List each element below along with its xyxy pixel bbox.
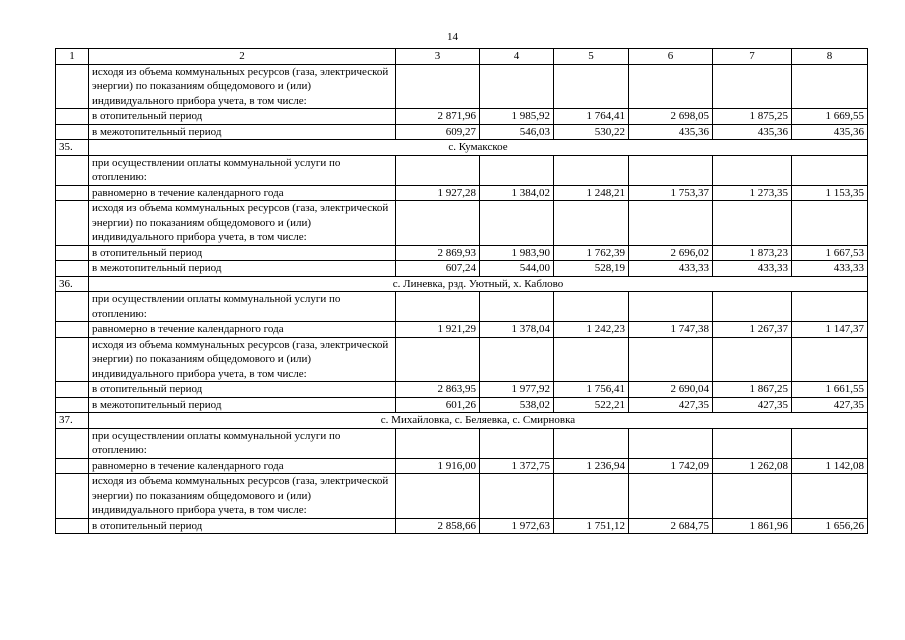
value-cell-empty	[713, 155, 792, 185]
table-row	[56, 322, 868, 338]
value-cell: 2 696,02	[629, 245, 713, 261]
row-index-empty	[56, 382, 89, 398]
value-cell-empty	[554, 337, 629, 382]
value-cell-empty	[396, 155, 480, 185]
column-number: 3	[396, 49, 480, 65]
label-row	[56, 337, 868, 382]
value-cell-empty	[713, 292, 792, 322]
value-cell: 1 267,37	[713, 322, 792, 338]
value-cell-empty	[713, 474, 792, 519]
value-cell-empty	[792, 474, 868, 519]
value-cell: 1 977,92	[480, 382, 554, 398]
value-cell-empty	[480, 155, 554, 185]
value-cell: 2 698,05	[629, 109, 713, 125]
value-cell-empty	[554, 201, 629, 246]
label-row	[56, 155, 868, 185]
value-cell: 2 684,75	[629, 518, 713, 534]
value-cell: 2 869,93	[396, 245, 480, 261]
row-label: в отопительный период	[89, 245, 396, 261]
value-cell: 601,26	[396, 397, 480, 413]
value-cell: 1 927,28	[396, 185, 480, 201]
value-cell: 1 764,41	[554, 109, 629, 125]
value-cell-empty	[480, 201, 554, 246]
row-index-empty	[56, 109, 89, 125]
value-cell: 1 248,21	[554, 185, 629, 201]
value-cell: 1 751,12	[554, 518, 629, 534]
value-cell-empty	[396, 428, 480, 458]
value-cell: 427,35	[792, 397, 868, 413]
value-cell-empty	[629, 474, 713, 519]
row-index-empty	[56, 322, 89, 338]
table-row	[56, 109, 868, 125]
value-cell: 427,35	[629, 397, 713, 413]
value-cell-empty	[554, 64, 629, 109]
value-cell-empty	[480, 64, 554, 109]
value-cell-empty	[713, 428, 792, 458]
value-cell-empty	[792, 337, 868, 382]
value-cell: 1 142,08	[792, 458, 868, 474]
table-row	[56, 261, 868, 277]
value-cell: 1 378,04	[480, 322, 554, 338]
value-cell-empty	[554, 474, 629, 519]
row-index-empty	[56, 245, 89, 261]
row-index-empty	[56, 185, 89, 201]
value-cell: 530,22	[554, 124, 629, 140]
row-index-empty	[56, 458, 89, 474]
value-cell-empty	[629, 201, 713, 246]
row-label: равномерно в течение календарного года	[89, 322, 396, 338]
row-label: исходя из объема коммунальных ресурсов (газа, электрической энергии) по показаниям общедомового и (или) индивидуального прибора учета, в том числе:	[89, 337, 396, 382]
value-cell: 2 858,66	[396, 518, 480, 534]
value-cell: 1 756,41	[554, 382, 629, 398]
value-cell: 1 661,55	[792, 382, 868, 398]
value-cell: 1 273,35	[713, 185, 792, 201]
page-number: 14	[447, 31, 458, 43]
locality-name: с. Линевка, рзд. Уютный, х. Каблово	[89, 276, 868, 292]
value-cell: 1 242,23	[554, 322, 629, 338]
value-cell: 1 867,25	[713, 382, 792, 398]
value-cell: 1 972,63	[480, 518, 554, 534]
value-cell: 435,36	[792, 124, 868, 140]
row-label: в межотопительный период	[89, 261, 396, 277]
value-cell-empty	[396, 201, 480, 246]
value-cell: 1 916,00	[396, 458, 480, 474]
row-index: 35.	[56, 140, 89, 156]
value-cell: 2 690,04	[629, 382, 713, 398]
value-cell: 1 153,35	[792, 185, 868, 201]
value-cell-empty	[396, 474, 480, 519]
value-cell: 528,19	[554, 261, 629, 277]
table-row	[56, 124, 868, 140]
value-cell: 1 983,90	[480, 245, 554, 261]
value-cell-empty	[396, 292, 480, 322]
table-body	[56, 49, 868, 534]
table-row	[56, 185, 868, 201]
value-cell-empty	[713, 201, 792, 246]
row-label: в отопительный период	[89, 382, 396, 398]
value-cell: 546,03	[480, 124, 554, 140]
value-cell: 1 753,37	[629, 185, 713, 201]
row-label: в отопительный период	[89, 109, 396, 125]
value-cell-empty	[629, 64, 713, 109]
value-cell-empty	[480, 474, 554, 519]
table-header-row	[56, 49, 868, 65]
value-cell: 1 147,37	[792, 322, 868, 338]
value-cell: 1 372,75	[480, 458, 554, 474]
value-cell: 427,35	[713, 397, 792, 413]
label-row	[56, 201, 868, 246]
value-cell-empty	[396, 64, 480, 109]
value-cell-empty	[554, 155, 629, 185]
value-cell: 544,00	[480, 261, 554, 277]
value-cell: 1 669,55	[792, 109, 868, 125]
value-cell: 1 921,29	[396, 322, 480, 338]
value-cell: 1 985,92	[480, 109, 554, 125]
value-cell: 2 871,96	[396, 109, 480, 125]
value-cell-empty	[792, 292, 868, 322]
value-cell-empty	[629, 155, 713, 185]
row-label: в межотопительный период	[89, 124, 396, 140]
column-number: 6	[629, 49, 713, 65]
locality-name: с. Кумакское	[89, 140, 868, 156]
value-cell-empty	[480, 428, 554, 458]
column-number: 4	[480, 49, 554, 65]
value-cell: 607,24	[396, 261, 480, 277]
row-index-empty	[56, 518, 89, 534]
label-row	[56, 428, 868, 458]
row-label: исходя из объема коммунальных ресурсов (газа, электрической энергии) по показаниям общедомового и (или) индивидуального прибора учета, в том числе:	[89, 64, 396, 109]
value-cell-empty	[792, 201, 868, 246]
label-row	[56, 292, 868, 322]
value-cell-empty	[480, 337, 554, 382]
row-index-empty	[56, 261, 89, 277]
row-index: 37.	[56, 413, 89, 429]
row-index-empty	[56, 397, 89, 413]
value-cell: 538,02	[480, 397, 554, 413]
table-row	[56, 458, 868, 474]
label-row	[56, 474, 868, 519]
row-label: исходя из объема коммунальных ресурсов (газа, электрической энергии) по показаниям общедомового и (или) индивидуального прибора учета, в том числе:	[89, 201, 396, 246]
row-index-empty	[56, 337, 89, 382]
value-cell: 1 742,09	[629, 458, 713, 474]
value-cell: 1 747,38	[629, 322, 713, 338]
section-row	[56, 276, 868, 292]
row-index-empty	[56, 474, 89, 519]
row-label: в межотопительный период	[89, 397, 396, 413]
table-row	[56, 518, 868, 534]
value-cell: 435,36	[713, 124, 792, 140]
value-cell-empty	[792, 64, 868, 109]
row-index-empty	[56, 124, 89, 140]
value-cell-empty	[629, 428, 713, 458]
locality-name: с. Михайловка, с. Беляевка, с. Смирновка	[89, 413, 868, 429]
row-index-empty	[56, 64, 89, 109]
column-number: 5	[554, 49, 629, 65]
section-row	[56, 140, 868, 156]
value-cell: 609,27	[396, 124, 480, 140]
value-cell: 433,33	[713, 261, 792, 277]
value-cell-empty	[629, 337, 713, 382]
value-cell: 433,33	[629, 261, 713, 277]
value-cell-empty	[480, 292, 554, 322]
value-cell-empty	[792, 155, 868, 185]
value-cell: 1 873,23	[713, 245, 792, 261]
value-cell: 1 384,02	[480, 185, 554, 201]
value-cell: 435,36	[629, 124, 713, 140]
column-number: 8	[792, 49, 868, 65]
value-cell: 1 236,94	[554, 458, 629, 474]
row-label: исходя из объема коммунальных ресурсов (газа, электрической энергии) по показаниям общедомового и (или) индивидуального прибора учета, в том числе:	[89, 474, 396, 519]
label-row	[56, 64, 868, 109]
table-row	[56, 245, 868, 261]
value-cell: 433,33	[792, 261, 868, 277]
row-label: равномерно в течение календарного года	[89, 185, 396, 201]
value-cell: 1 875,25	[713, 109, 792, 125]
value-cell-empty	[396, 337, 480, 382]
value-cell: 522,21	[554, 397, 629, 413]
value-cell: 1 656,26	[792, 518, 868, 534]
row-index-empty	[56, 155, 89, 185]
row-label: при осуществлении оплаты коммунальной услуги по отоплению:	[89, 155, 396, 185]
row-label: в отопительный период	[89, 518, 396, 534]
value-cell: 1 667,53	[792, 245, 868, 261]
row-index-empty	[56, 201, 89, 246]
value-cell-empty	[713, 337, 792, 382]
value-cell: 2 863,95	[396, 382, 480, 398]
table-row	[56, 382, 868, 398]
value-cell: 1 762,39	[554, 245, 629, 261]
value-cell-empty	[629, 292, 713, 322]
column-number: 2	[89, 49, 396, 65]
row-label: равномерно в течение календарного года	[89, 458, 396, 474]
row-index-empty	[56, 292, 89, 322]
row-index-empty	[56, 428, 89, 458]
column-number: 1	[56, 49, 89, 65]
value-cell-empty	[554, 428, 629, 458]
row-label: при осуществлении оплаты коммунальной услуги по отоплению:	[89, 428, 396, 458]
value-cell-empty	[713, 64, 792, 109]
column-number: 7	[713, 49, 792, 65]
row-index: 36.	[56, 276, 89, 292]
section-row	[56, 413, 868, 429]
value-cell: 1 262,08	[713, 458, 792, 474]
row-label: при осуществлении оплаты коммунальной услуги по отоплению:	[89, 292, 396, 322]
table-row	[56, 397, 868, 413]
value-cell-empty	[792, 428, 868, 458]
value-cell-empty	[554, 292, 629, 322]
value-cell: 1 861,96	[713, 518, 792, 534]
tariff-table	[55, 48, 868, 534]
